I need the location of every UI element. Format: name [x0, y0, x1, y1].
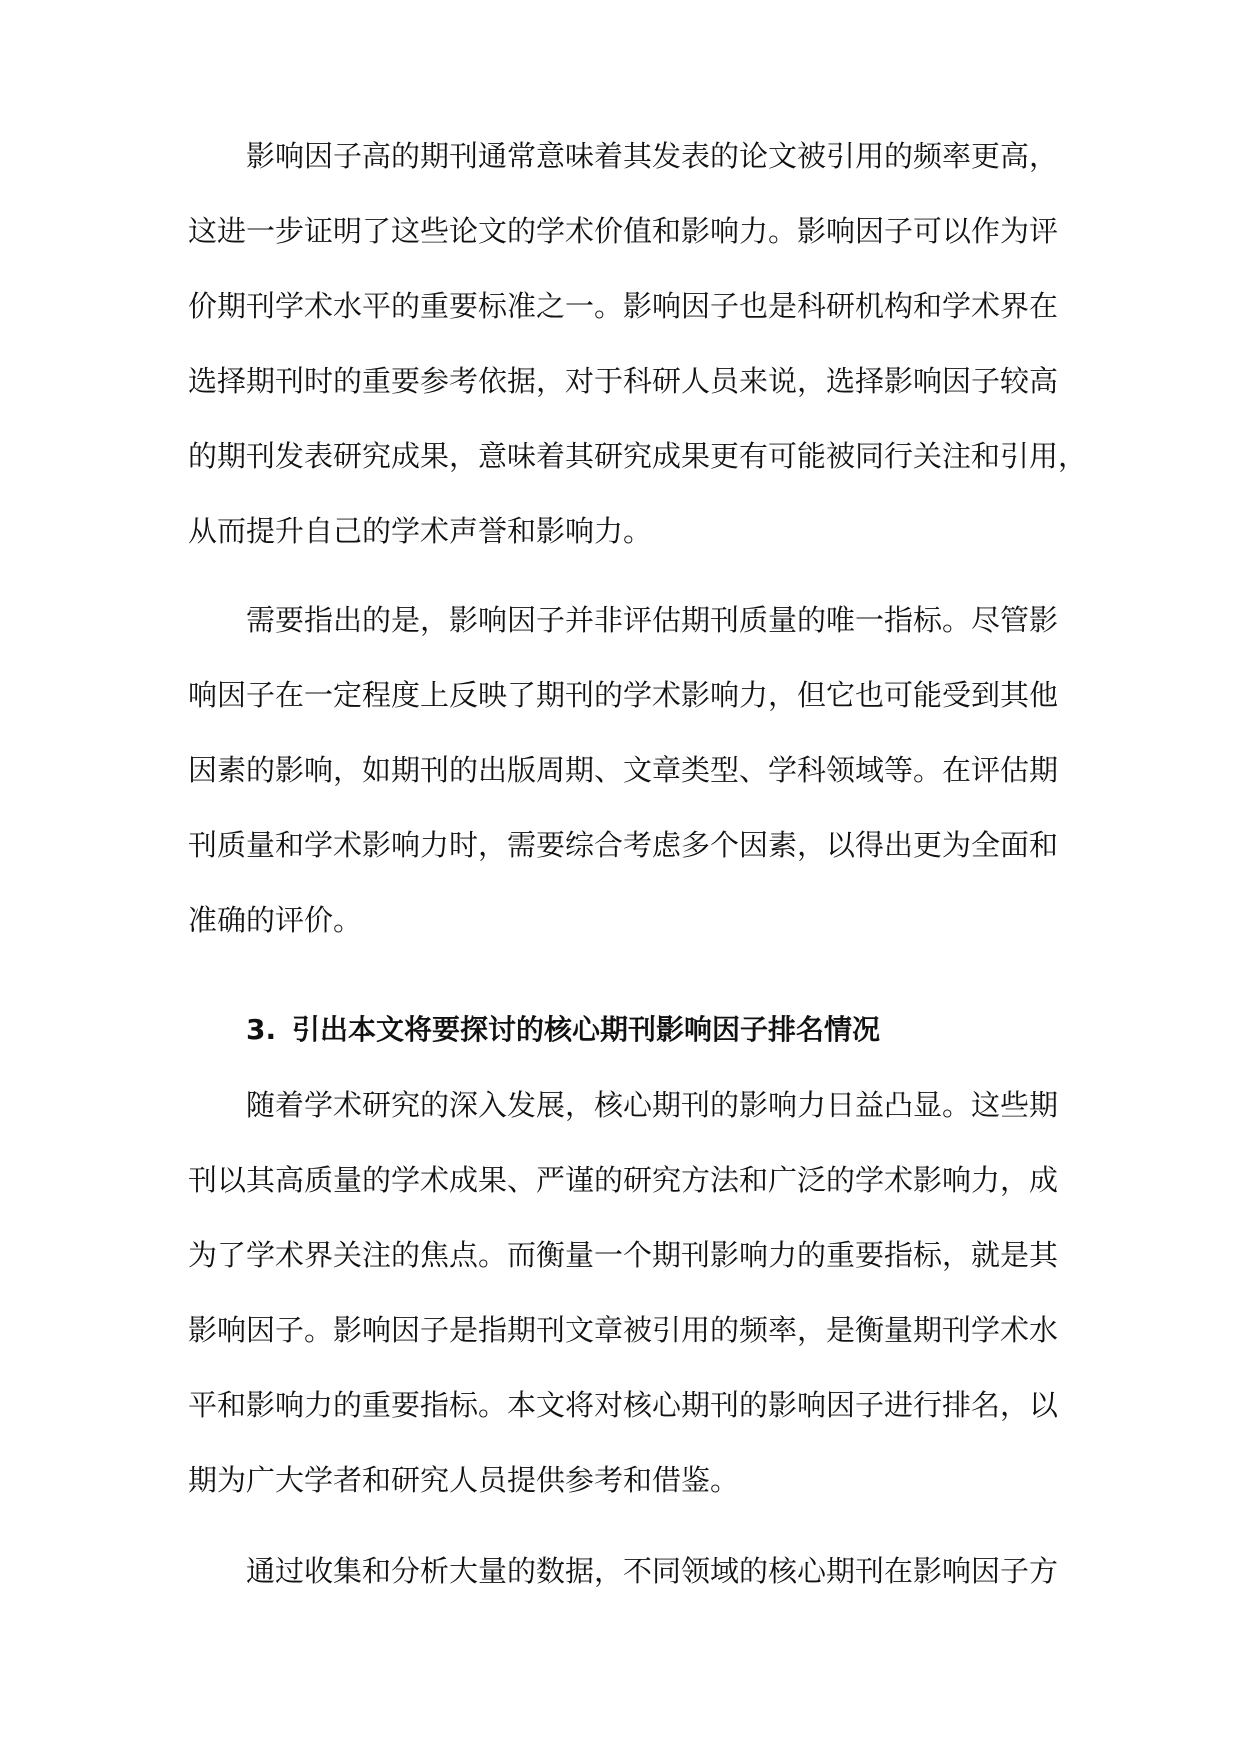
section-heading [246, 1005, 880, 1055]
paragraph-line: 平和影响力的重要指标。本文将对核心期刊的影响因子进行排名，以 [188, 1388, 1059, 1422]
paragraph-data-analysis [188, 1534, 1058, 1609]
paragraph-line: 影响因子高的期刊通常意味着其发表的论文被引用的频率更高， [246, 139, 1059, 173]
paragraph-line: 影响因子。影响因子是指期刊文章被引用的频率，是衡量期刊学术水 [188, 1313, 1059, 1347]
paragraph-impact-factor-limitations [188, 583, 1058, 958]
paragraph-line: 需要指出的是，影响因子并非评估期刊质量的唯一指标。尽管影 [246, 603, 1059, 637]
paragraph-line: 为了学术界关注的焦点。而衡量一个期刊影响力的重要指标，就是其 [188, 1238, 1059, 1272]
paragraph-line: 价期刊学术水平的重要标准之一。影响因子也是科研机构和学术界在 [188, 289, 1059, 323]
paragraph-line: 这进一步证明了这些论文的学术价值和影响力。影响因子可以作为评 [188, 214, 1059, 248]
paragraph-line: 准确的评价。 [188, 903, 363, 937]
paragraph-line: 刊以其高质量的学术成果、严谨的研究方法和广泛的学术影响力，成 [188, 1163, 1059, 1197]
paragraph-line: 因素的影响，如期刊的出版周期、文章类型、学科领域等。在评估期 [188, 753, 1059, 787]
paragraph-line: 响因子在一定程度上反映了期刊的学术影响力，但它也可能受到其他 [188, 678, 1059, 712]
paragraph-line: 刊质量和学术影响力时，需要综合考虑多个因素，以得出更为全面和 [188, 828, 1059, 862]
paragraph-line: 从而提升自己的学术声誉和影响力。 [188, 514, 653, 548]
paragraph-line: 选择期刊时的重要参考依据，对于科研人员来说，选择影响因子较高 [188, 364, 1059, 398]
paragraph-core-journal-ranking-intro [188, 1068, 1058, 1518]
paragraph-line: 通过收集和分析大量的数据，不同领域的核心期刊在影响因子方 [246, 1554, 1059, 1588]
paragraph-journal-impact-value [188, 119, 1088, 569]
paragraph-line: 随着学术研究的深入发展，核心期刊的影响力日益凸显。这些期 [246, 1088, 1059, 1122]
paragraph-line: 期为广大学者和研究人员提供参考和借鉴。 [188, 1463, 740, 1497]
paragraph-line: 的期刊发表研究成果，意味着其研究成果更有可能被同行关注和引用， [188, 439, 1088, 473]
section-title: 引出本文将要探讨的核心期刊影响因子排名情况 [292, 1013, 881, 1046]
section-number: 3. [246, 1013, 277, 1046]
